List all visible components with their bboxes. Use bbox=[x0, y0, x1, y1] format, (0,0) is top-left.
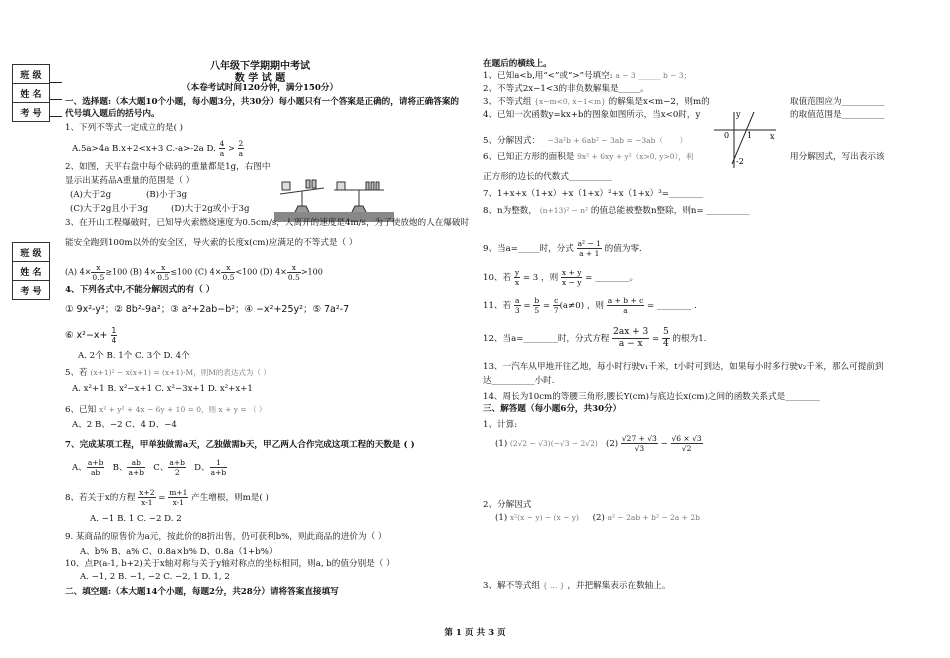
graph-x-label: x bbox=[770, 132, 775, 141]
info-label-id: 考 号 bbox=[13, 281, 50, 300]
page-footer: 第 1 页 共 3 页 bbox=[444, 628, 506, 638]
q7-options: A、 $\frac{a+b}{ab}$ B、 $\frac{ab}{a+b}$ C、 $\frac{a+b}{2}$ D、 $\frac{1}{a+b}$ bbox=[72, 458, 227, 477]
graph-origin-label: 0 bbox=[724, 131, 730, 140]
q2-option-a: (A)大于2g bbox=[70, 190, 112, 200]
q1-options: A.5a>4a B.x+2<x+3 C.-a>-2a D. bbox=[72, 144, 216, 154]
q4-options: A. 2个 B. 1个 C. 3个 D. 4个 bbox=[78, 351, 190, 361]
q3-text-b: 能安全跑到100m以外的安全区，导火索的长度x(cm)应满足的不等式是（ ） bbox=[65, 238, 358, 248]
q6-options: A、2 B、−2 C、4 D、−4 bbox=[72, 420, 177, 430]
s2-q12: 12、当a=________时，分式方程 bbox=[483, 334, 610, 344]
section1-heading: 一、选择题:（本大题10个小题，每小题3分，共30分）每小题只有一个答案是正确的，请将正确答案的 bbox=[65, 97, 460, 107]
s2-q14: 14、周长为10cm的等腰三角形,腰长Y(cm)与底边长x(cm)之间的函数关系式是________ bbox=[483, 392, 820, 402]
s2-q13: 13、一汽车从甲地开往乙地，每小时行驶v₁千米，t小时可到达，如果每小时多行驶v₂千米，那么可提前到 bbox=[483, 362, 884, 372]
s2-q6: 6、已知正方形的面积是 bbox=[483, 152, 575, 162]
s2-q2: 2、不等式2x−1<3的非负数解集是_____。 bbox=[483, 84, 649, 94]
s2-q10: 10、若 bbox=[483, 273, 512, 283]
info-label-name: 姓 名 bbox=[13, 262, 50, 281]
exam-title: 八年级下学期期中考试 bbox=[210, 61, 310, 72]
s2-q1: 1、已知a<b,用“<”或“>”号填空: bbox=[483, 71, 613, 81]
q5-text: 5、若 bbox=[65, 368, 88, 378]
s2-q6-b: 正方形的边长的代数式__________ bbox=[483, 172, 612, 182]
q2-option-d: (D)大于2g或小于3g bbox=[171, 204, 250, 214]
q8-text: 8、若关于x的方程 bbox=[65, 493, 136, 503]
q9-options: A、b% B、a% C、0.8a×b% D、0.8a（1+b%） bbox=[80, 547, 278, 557]
linear-function-graph bbox=[710, 108, 780, 170]
graph-y-label: y bbox=[736, 110, 741, 119]
s2-q7: 7、1+x+x（1+x）+x（1+x）²+x（1+x）³=________ bbox=[483, 189, 704, 199]
q8-options: A. −1 B. 1 C. −2 D. 2 bbox=[90, 514, 182, 524]
section2-heading: 二、填空题:（本大题14个小题，每题2分，共28分）请将答案直接填写 bbox=[65, 587, 339, 597]
q2-option-c: (C)大于2g且小于3g bbox=[70, 204, 149, 214]
q7-text: 7、完成某项工程，甲单独做需a天，乙独做需b天，甲乙两人合作完成这项工程的天数是 ( ) bbox=[65, 440, 415, 450]
s2-q9: 9、当a=_____时，分式 bbox=[483, 244, 574, 254]
s3-q3-b: ，并把解集表示在数轴上。 bbox=[567, 581, 671, 591]
s3-q3: 3、解不等式组 bbox=[483, 581, 541, 591]
s2-q11: 11、若 bbox=[483, 301, 512, 311]
student-info-box-bottom bbox=[12, 242, 50, 300]
s3-q2-b: (2) bbox=[592, 513, 605, 523]
exam-subject: 数 学 试 题 bbox=[234, 73, 286, 84]
s2-q13-b: 达__________小时. bbox=[483, 376, 555, 386]
q5-options: A. x²+1 B. x²−x+1 C. x²−3x+1 D. x²+x+1 bbox=[72, 384, 253, 394]
s3-q1-a: (1) bbox=[495, 439, 508, 449]
s2-q6-c: 用分解因式，写出表示该 bbox=[790, 152, 885, 162]
info-label-id: 考 号 bbox=[13, 103, 50, 122]
s3-q2-a: (1) bbox=[495, 513, 508, 523]
s2-q8: 8、n为整数， bbox=[483, 206, 537, 216]
s2-q3: 3、不等式组 bbox=[483, 97, 532, 107]
s2-q3-c: 取值范围应为__________ bbox=[790, 97, 885, 107]
q4-items: ① 9x²-y²；② 8b²-9a²；③ a²+2ab−b²；④ −x²+25y²；⑤ 7a²-7 bbox=[65, 304, 350, 315]
s2-q4: 4、已知一次函数y=kx+b的图象如图所示，当x<0时，y bbox=[483, 110, 701, 120]
exam-note: （本卷考试时间120分钟，满分150分） bbox=[181, 83, 339, 93]
s2-q11-b: ，则 bbox=[586, 301, 605, 311]
q2-text: 2、如图，天平右盘中每个砝码的重量都是1g，右图中 bbox=[65, 162, 271, 172]
q8-text-b: 产生增根，则m是( ) bbox=[191, 493, 269, 503]
s2-q10-b: ，则 bbox=[540, 273, 559, 283]
s2-q4-c: 的取值范围是__________ bbox=[790, 110, 885, 120]
info-label-class: 班 级 bbox=[13, 243, 50, 262]
student-info-box-top bbox=[12, 64, 50, 122]
info-label-class: 班 级 bbox=[13, 65, 50, 84]
q1-frac-d: $\frac{4}{a}$ bbox=[219, 139, 225, 158]
s3-q1: 1、计算: bbox=[483, 420, 518, 430]
q4-item6: ⑥ x²−x+ bbox=[65, 330, 108, 341]
q4-text: 4、下列各式中,不能分解因式的有（ ） bbox=[65, 285, 215, 295]
q3-options: (A) 4× $\frac{x}{0.5}$ ≥100 (B) 4× $\frac{x}{0.5}$ ≤100 (C) 4× $\frac{x}{0.5}$ <100 (D) 4× $\frac{x}{0.5}$ >100 bbox=[65, 263, 323, 282]
q2-text-b: 显示出某药品A重量的范围是（ ） bbox=[65, 176, 195, 186]
s3-q2: 2、分解因式 bbox=[483, 500, 532, 510]
section3-heading: 三、解答题（每小题6分，共30分） bbox=[483, 404, 622, 414]
section2-cont: 在题后的横线上。 bbox=[483, 59, 552, 69]
s2-q3-b: 的解集是x<m−2，则m的 bbox=[608, 97, 710, 107]
q10-text: 10、点P(a-1, b+2)关于x轴对称与关于y轴对称点的坐标相同，则a, b的值分别是（ ） bbox=[65, 559, 395, 569]
graph-neg2-label: -2 bbox=[736, 157, 744, 166]
q6-text: 6、已知 bbox=[65, 405, 97, 415]
info-label-name: 姓 名 bbox=[13, 84, 50, 103]
s2-q8-b: 的值总能被整数n整除，则n= __________ bbox=[590, 206, 750, 216]
q10-options: A. −1, 2 B. −1, −2 C. −2, 1 D. 1, 2 bbox=[80, 572, 230, 582]
q1-text: 1、下列不等式一定成立的是( ) bbox=[65, 123, 184, 133]
section1-heading2: 代号填入题后的括号内。 bbox=[65, 109, 160, 119]
s2-q12-b: 的根为1. bbox=[672, 334, 707, 344]
q2-option-b: (B)小于3g bbox=[146, 190, 188, 200]
s3-q1-b: (2) bbox=[605, 439, 619, 449]
q9-text: 9. 某商品的原售价为a元，按此价的8折出售，仍可获利b%，则此商品的进价为（ ） bbox=[65, 532, 387, 542]
s2-q5: 5、分解因式： bbox=[483, 136, 541, 146]
s2-q9-b: 的值为零. bbox=[604, 244, 642, 254]
q3-text: 3、在开山工程爆破时，已知导火索燃烧速度为0.5cm/s，人离开的速度是4m/s，为了使放炮的人在爆破时 bbox=[65, 218, 470, 228]
graph-one-label: 1 bbox=[747, 131, 753, 140]
